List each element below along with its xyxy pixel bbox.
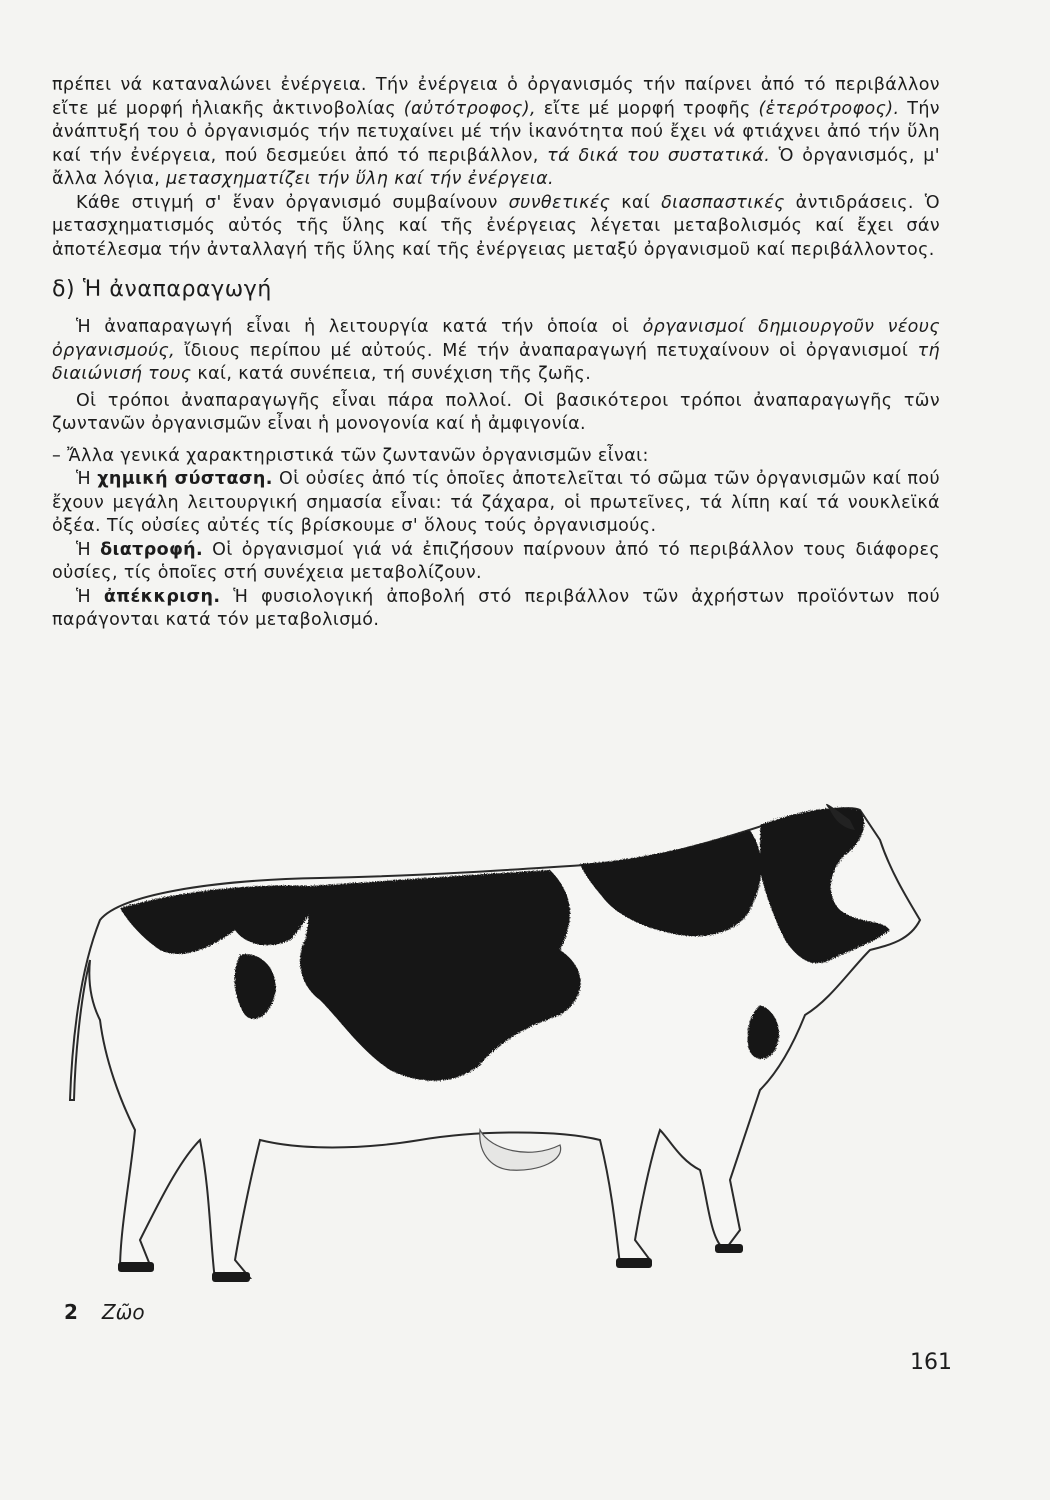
figure-number: 2 [64,1300,78,1324]
section-heading: δ) Ἡ ἀναπαραγωγή [52,277,272,302]
cow-udder [480,1130,561,1170]
paragraph-other-characteristics: – Ἄλλα γενικά χαρακτηριστικά τῶν ζωντανῶν ὀργανισμῶν εἶναι: [52,445,649,466]
paragraph-nutrition: Ἡ διατροφή. Οἱ ὀργανισμοί γιά νά ἐπιζήσουν παίρνουν ἀπό τό περιβάλλον τους διάφορες οὐσίες, τίς ὁποῖες στή συνέχεια μεταβολίζουν. [52,539,941,583]
body-text [52,74,940,633]
paragraph-chemical-composition: Ἡ χημική σύσταση. Οἱ οὐσίες ἀπό τίς ὁποῖες ἀποτελεῖται τό σῶμα τῶν ὀργανισμῶν καί πού ἔχουν μεγάλη λειτουργική σημασία εἶναι: τά ζάχαρα, οἱ πρωτεῖνες, τά λίπη καί τά νουκλεϊκά ὀξέα. Τίς οὐσίες αὐτές τίς βρίσκουμε σ' ὅλους τούς ὀργανισμούς. [52,469,940,536]
cow-eye [868,868,876,876]
page-number: 161 [910,1350,952,1375]
paragraph-reproduction: Ἡ ἀναπαραγωγή εἶναι ἡ λειτουργία κατά τήν ὁποία οἱ ὀργανισμοί δημιουργοῦν νέους ὀργανισμούς, ἴδιους περίπου μέ αὐτούς. Μέ τήν ἀναπαραγωγή πετυχαίνουν οἱ ὀργανισμοί τή διαιώνισή τους καί, κατά συνέπεια, τή συνέχιση τῆς ζωῆς. [52,317,940,384]
paragraph-reproduction-methods: Οἱ τρόποι ἀναπαραγωγῆς εἶναι πάρα πολλοί. Οἱ βασικότεροι τρόποι ἀναπαραγωγῆς τῶν ζωντανῶν ὀργανισμῶν εἶναι ἡ μονογονία καί ἡ ἀμφιγονία. [52,390,940,434]
paragraph-metabolism: Κάθε στιγμή σ' ἕναν ὀργανισμό συμβαίνουν συνθετικές καί διασπαστικές ἀντιδράσεις. Ὁ μετασχηματισμός αὐτός τῆς ὕλης καί τῆς ἐνέργειας λέγεται μεταβολισμός καί ἔχει σάν ἀποτέλεσμα τήν ἀνταλλαγή τῆς ὕλης καί τῆς ἐνέργειας μεταξύ ὀργανισμοῦ καί περιβάλλοντος. [52,192,940,260]
paragraph-excretion: Ἡ ἀπέκκριση. Ἡ φυσιολογική ἀποβολή στό περιβάλλον τῶν ἀχρήστων προϊόντων πού παράγονται κατά τόν μεταβολισμό. [52,586,940,630]
paragraph-energy: πρέπει νά καταναλώνει ἐνέργεια. Τήν ἐνέργεια ὁ ὀργανισμός τήν παίρνει ἀπό τό περιβάλλον εἴτε μέ μορφή ἡλιακῆς ἀκτινοβολίας (αὐτότροφος), εἴτε μέ μορφή τροφῆς (ἑτερότροφος). Τήν ἀνάπτυξή του ὁ ὀργανισμός τήν πετυχαίνει μέ τήν ἱκανότητα πού ἔχει νά φτιάχνει ἀπό τήν ὕλη καί τήν ἐνέργεια, πού δεσμεύει ἀπό τό περιβάλλον, τά δικά του συστατικά. Ὁ ὀργανισμός, μ' ἄλλα λόγια, μετασχηματίζει τήν ὕλη καί τήν ἐνέργεια. [52,75,940,189]
cow-illustration [60,800,950,1310]
figure-caption-text: Ζῶο [101,1300,145,1324]
figure-caption [64,1300,145,1324]
